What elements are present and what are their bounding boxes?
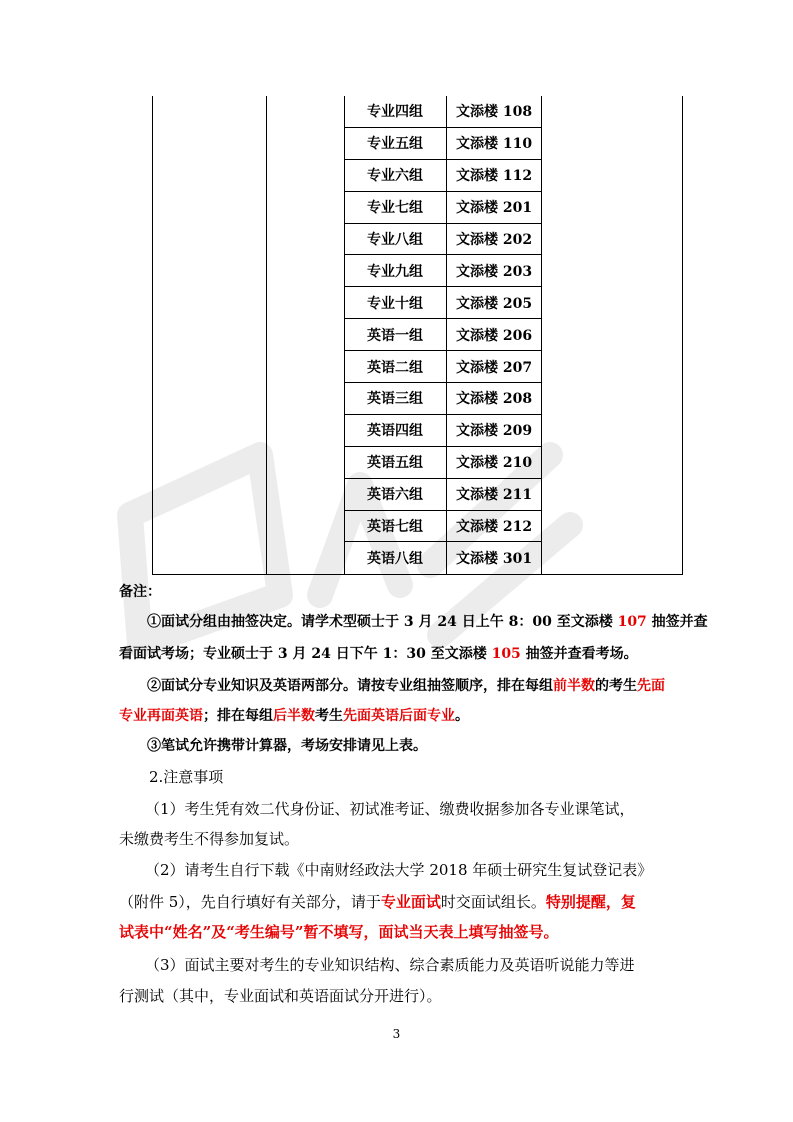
para-2-line-1: （2）请考生自行下载《中南财经政法大学 2018 年硕士研究生复试登记表》 bbox=[145, 861, 653, 879]
table-row bbox=[344, 255, 542, 287]
exam-room-table bbox=[152, 96, 683, 575]
group-cell: 英语二组 bbox=[367, 359, 423, 376]
table-row bbox=[344, 542, 542, 574]
para-1-line-1: （1）考生凭有效二代身份证、初试准考证、缴费收据参加各专业课笔试， bbox=[145, 800, 635, 818]
group-cell: 英语六组 bbox=[367, 487, 423, 504]
table-row bbox=[344, 447, 542, 479]
room-cell: 文添楼 108 bbox=[456, 104, 533, 121]
group-cell: 专业十组 bbox=[367, 295, 423, 312]
group-cell: 英语一组 bbox=[367, 327, 423, 344]
notes-title: 备注： bbox=[119, 584, 161, 600]
room-cell: 文添楼 201 bbox=[456, 200, 533, 217]
page-number: 3 bbox=[392, 1027, 401, 1041]
group-cell: 英语八组 bbox=[367, 551, 423, 568]
room-cell: 文添楼 212 bbox=[456, 519, 533, 536]
note-3: ③笔试允许携带计算器，考场安排请见上表。 bbox=[147, 738, 427, 754]
table-row bbox=[344, 287, 542, 319]
para-3-line-2: 行测试（其中，专业面试和英语面试分开进行）。 bbox=[119, 987, 442, 1005]
para-2-line-2: （附件 5），先自行填好有关部分，请于专业面试时交面试组长。特别提醒，复 bbox=[119, 893, 636, 911]
table-row bbox=[344, 224, 542, 256]
table-row bbox=[344, 415, 542, 447]
note-2-line-1: ②面试分专业知识及英语两部分。请按专业组抽签顺序，排在每组前半数的考生先面 bbox=[147, 678, 665, 694]
note-1-line-1: ①面试分组由抽签决定。请学术型硕士于 3 月 24 日上午 8：00 至文添楼 107 抽签并查 bbox=[147, 614, 708, 630]
table-row bbox=[344, 319, 542, 351]
room-cell: 文添楼 112 bbox=[456, 168, 533, 185]
group-cell: 专业四组 bbox=[367, 104, 423, 121]
group-cell: 英语三组 bbox=[367, 391, 423, 408]
room-cell: 文添楼 210 bbox=[456, 455, 533, 472]
table-row bbox=[344, 96, 542, 128]
note-2-line-2: 专业再面英语；排在每组后半数考生先面英语后面专业。 bbox=[119, 708, 469, 724]
para-1-line-2: 未缴费考生不得参加复试。 bbox=[119, 830, 300, 848]
table-rows bbox=[344, 96, 542, 574]
room-cell: 文添楼 205 bbox=[456, 295, 533, 312]
table-row bbox=[344, 128, 542, 160]
room-cell: 文添楼 211 bbox=[456, 487, 533, 504]
room-cell: 文添楼 207 bbox=[456, 359, 533, 376]
group-cell: 英语四组 bbox=[367, 423, 423, 440]
room-cell: 文添楼 301 bbox=[456, 551, 533, 568]
table-row bbox=[344, 479, 542, 511]
note-1-line-2: 看面试考场；专业硕士于 3 月 24 日下午 1：30 至文添楼 105 抽签并查看考场。 bbox=[119, 646, 638, 662]
table-row bbox=[344, 192, 542, 224]
room-cell: 文添楼 203 bbox=[456, 263, 533, 280]
group-cell: 专业九组 bbox=[367, 263, 423, 280]
room-cell: 文添楼 202 bbox=[456, 232, 533, 248]
table-row bbox=[344, 511, 542, 543]
para-3-line-1: （3）面试主要对考生的专业知识结构、综合素质能力及英语听说能力等进 bbox=[145, 956, 635, 974]
group-cell: 英语五组 bbox=[367, 455, 423, 472]
table-row bbox=[344, 383, 542, 415]
group-cell: 专业八组 bbox=[367, 232, 423, 248]
group-cell: 专业七组 bbox=[367, 200, 423, 217]
room-cell: 文添楼 209 bbox=[456, 423, 533, 440]
table-row bbox=[344, 351, 542, 383]
table-row bbox=[344, 160, 542, 192]
para-2-line-3: 试表中“姓名”及“考生编号”暂不填写，面试当天表上填写抽签号。 bbox=[119, 923, 559, 941]
room-cell: 文添楼 110 bbox=[456, 136, 533, 153]
section-heading: 2.注意事项 bbox=[149, 768, 224, 786]
room-cell: 文添楼 206 bbox=[456, 327, 533, 344]
group-cell: 专业六组 bbox=[367, 168, 423, 185]
group-cell: 专业五组 bbox=[367, 136, 423, 153]
room-cell: 文添楼 208 bbox=[456, 391, 533, 408]
group-cell: 英语七组 bbox=[367, 519, 423, 536]
